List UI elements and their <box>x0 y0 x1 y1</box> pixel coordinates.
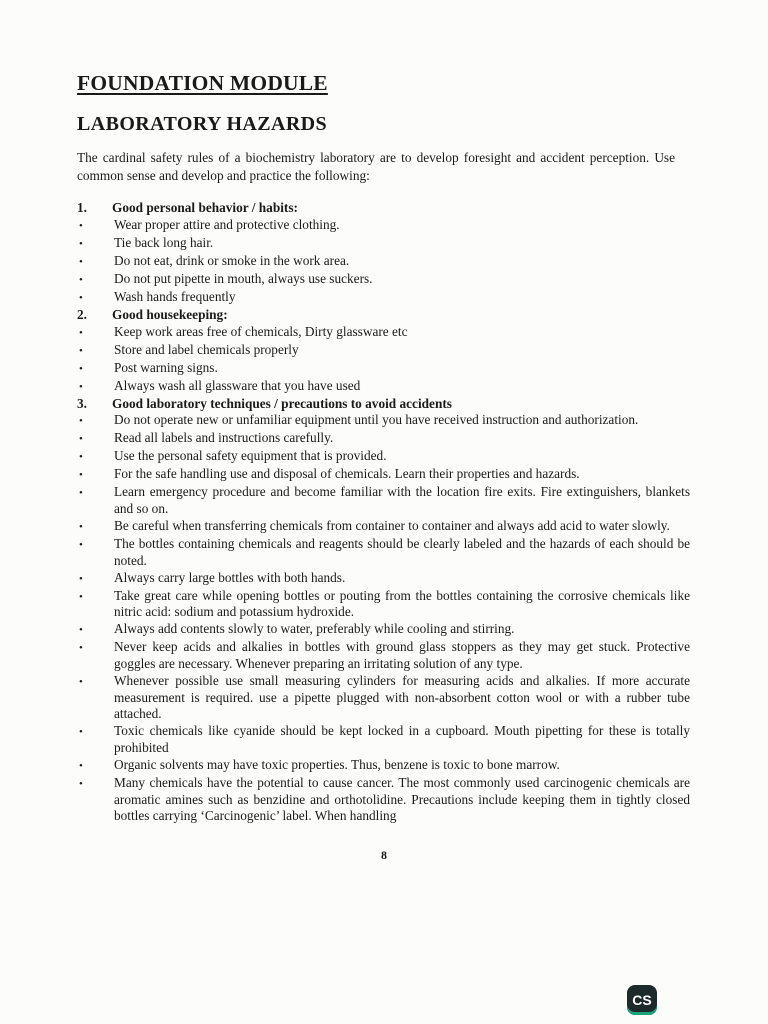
list-item <box>77 378 690 396</box>
item-text: Whenever possible use small measuring cylinders for measuring acids and alkalies. If more accurate measurement is required. use a pipette plugged with non-absorbent cotton wool or with a rubber tube attached. <box>114 672 690 722</box>
bullet-icon: • <box>79 362 83 375</box>
heading-text: Good laboratory techniques / precautions to avoid accidents <box>112 395 452 411</box>
list-item <box>77 430 690 448</box>
bullet-icon: • <box>79 487 83 500</box>
safety-rules-list <box>77 200 690 825</box>
list-item <box>77 484 690 518</box>
bullet-icon: • <box>79 255 83 268</box>
item-text: Do not put pipette in mouth, always use suckers. <box>114 270 373 286</box>
bullet-icon: • <box>79 380 83 393</box>
list-item <box>77 518 690 536</box>
list-item <box>77 673 690 723</box>
list-item <box>77 723 690 757</box>
numbered-heading <box>77 396 690 413</box>
list-item <box>77 289 690 307</box>
item-number: 3. <box>77 395 87 411</box>
item-number: 2. <box>77 306 87 322</box>
list-item <box>77 271 690 289</box>
item-text: For the safe handling use and disposal of chemicals. Learn their properties and hazards. <box>114 466 580 482</box>
item-text: Take great care while opening bottles or pouting from the bottles containing the corrosive chemicals like nitric acid: sodium and potassium hydroxide. <box>114 587 690 620</box>
bullet-icon: • <box>79 675 83 688</box>
list-item <box>77 536 690 570</box>
list-item <box>77 570 690 588</box>
heading-text: Good personal behavior / habits: <box>112 200 298 215</box>
bullet-icon: • <box>79 415 83 428</box>
bullet-icon: • <box>79 237 83 250</box>
list-item <box>77 253 690 271</box>
list-item <box>77 448 690 466</box>
item-text: Wear proper attire and protective clothing. <box>114 216 340 232</box>
item-text: Read all labels and instructions carefully. <box>114 430 334 446</box>
heading-text: Good housekeeping: <box>112 306 228 322</box>
list-item <box>77 360 690 378</box>
bullet-icon: • <box>79 326 83 339</box>
document-title: FOUNDATION MODULE <box>77 71 328 95</box>
list-item <box>77 757 690 775</box>
bullet-icon: • <box>79 451 83 464</box>
item-text: Be careful when transferring chemicals from container to container and always add acid to water slowly. <box>114 517 670 533</box>
list-item <box>77 639 690 673</box>
bullet-icon: • <box>79 433 83 446</box>
list-item <box>77 412 690 430</box>
numbered-heading <box>77 307 690 324</box>
intro-paragraph: The cardinal safety rules of a biochemistry laboratory are to develop foresight and accident perception. Use common sense and develop and practice the following: <box>77 150 675 183</box>
list-item <box>77 775 690 825</box>
bullet-icon: • <box>79 344 83 357</box>
item-number: 1. <box>77 200 87 215</box>
item-text: Store and label chemicals properly <box>114 341 299 357</box>
bullet-icon: • <box>79 469 83 482</box>
bullet-icon: • <box>79 291 83 304</box>
bullet-icon: • <box>79 590 83 603</box>
item-text: Many chemicals have the potential to cause cancer. The most commonly used carcinogenic chemicals are aromatic amines such as benzidine and orthotolidine. Precautions include keeping them in tightly closed bottles carrying ‘Carcinogenic’ label. When handling <box>114 774 690 824</box>
item-text: Keep work areas free of chemicals, Dirty glassware etc <box>114 323 408 339</box>
camscanner-logo-icon <box>627 985 657 1015</box>
bullet-icon: • <box>79 624 83 637</box>
item-text: Tie back long hair. <box>114 234 214 250</box>
section-title: LABORATORY HAZARDS <box>77 113 328 135</box>
item-text: Wash hands frequently <box>114 288 236 304</box>
list-item <box>77 588 690 622</box>
item-text: Do not eat, drink or smoke in the work area. <box>114 252 350 268</box>
item-text: Never keep acids and alkalies in bottles with ground glass stoppers as they may get stuck. Protective goggles are necessary. Whenever preparing an irritating solution of any type. <box>114 639 690 671</box>
list-item <box>77 235 690 253</box>
bullet-icon: • <box>79 777 83 790</box>
item-text: Toxic chemicals like cyanide should be kept locked in a cupboard. Mouth pipetting for these is totally prohibited <box>114 723 690 755</box>
item-text: Always add contents slowly to water, preferably while cooling and stirring. <box>114 621 515 637</box>
bullet-icon: • <box>79 572 83 585</box>
item-text: Use the personal safety equipment that is provided. <box>114 448 387 464</box>
bullet-icon: • <box>79 726 83 739</box>
item-text: The bottles containing chemicals and reagents should be clearly labeled and the hazards of each should be noted. <box>114 535 690 568</box>
list-item <box>77 466 690 484</box>
item-text: Always carry large bottles with both hands. <box>114 569 346 585</box>
badge-label: CS <box>632 992 652 1008</box>
item-text: Organic solvents may have toxic properties. Thus, benzene is toxic to bone marrow. <box>114 756 560 772</box>
item-text: Always wash all glassware that you have used <box>114 377 361 393</box>
list-item <box>77 217 690 235</box>
list-item <box>77 342 690 360</box>
item-text: Learn emergency procedure and become familiar with the location fire exits. Fire extinguishers, blankets and so on. <box>114 484 690 517</box>
bullet-icon: • <box>79 219 83 232</box>
bullet-icon: • <box>79 538 83 551</box>
bullet-icon: • <box>79 273 83 286</box>
numbered-heading <box>77 200 690 217</box>
item-text: Post warning signs. <box>114 359 218 375</box>
list-item <box>77 621 690 639</box>
bullet-icon: • <box>79 520 83 533</box>
list-item <box>77 324 690 342</box>
page-number: 8 <box>381 848 387 862</box>
item-text: Do not operate new or unfamiliar equipment until you have received instruction and authorization. <box>114 412 639 428</box>
bullet-icon: • <box>79 759 83 772</box>
bullet-icon: • <box>79 642 83 655</box>
